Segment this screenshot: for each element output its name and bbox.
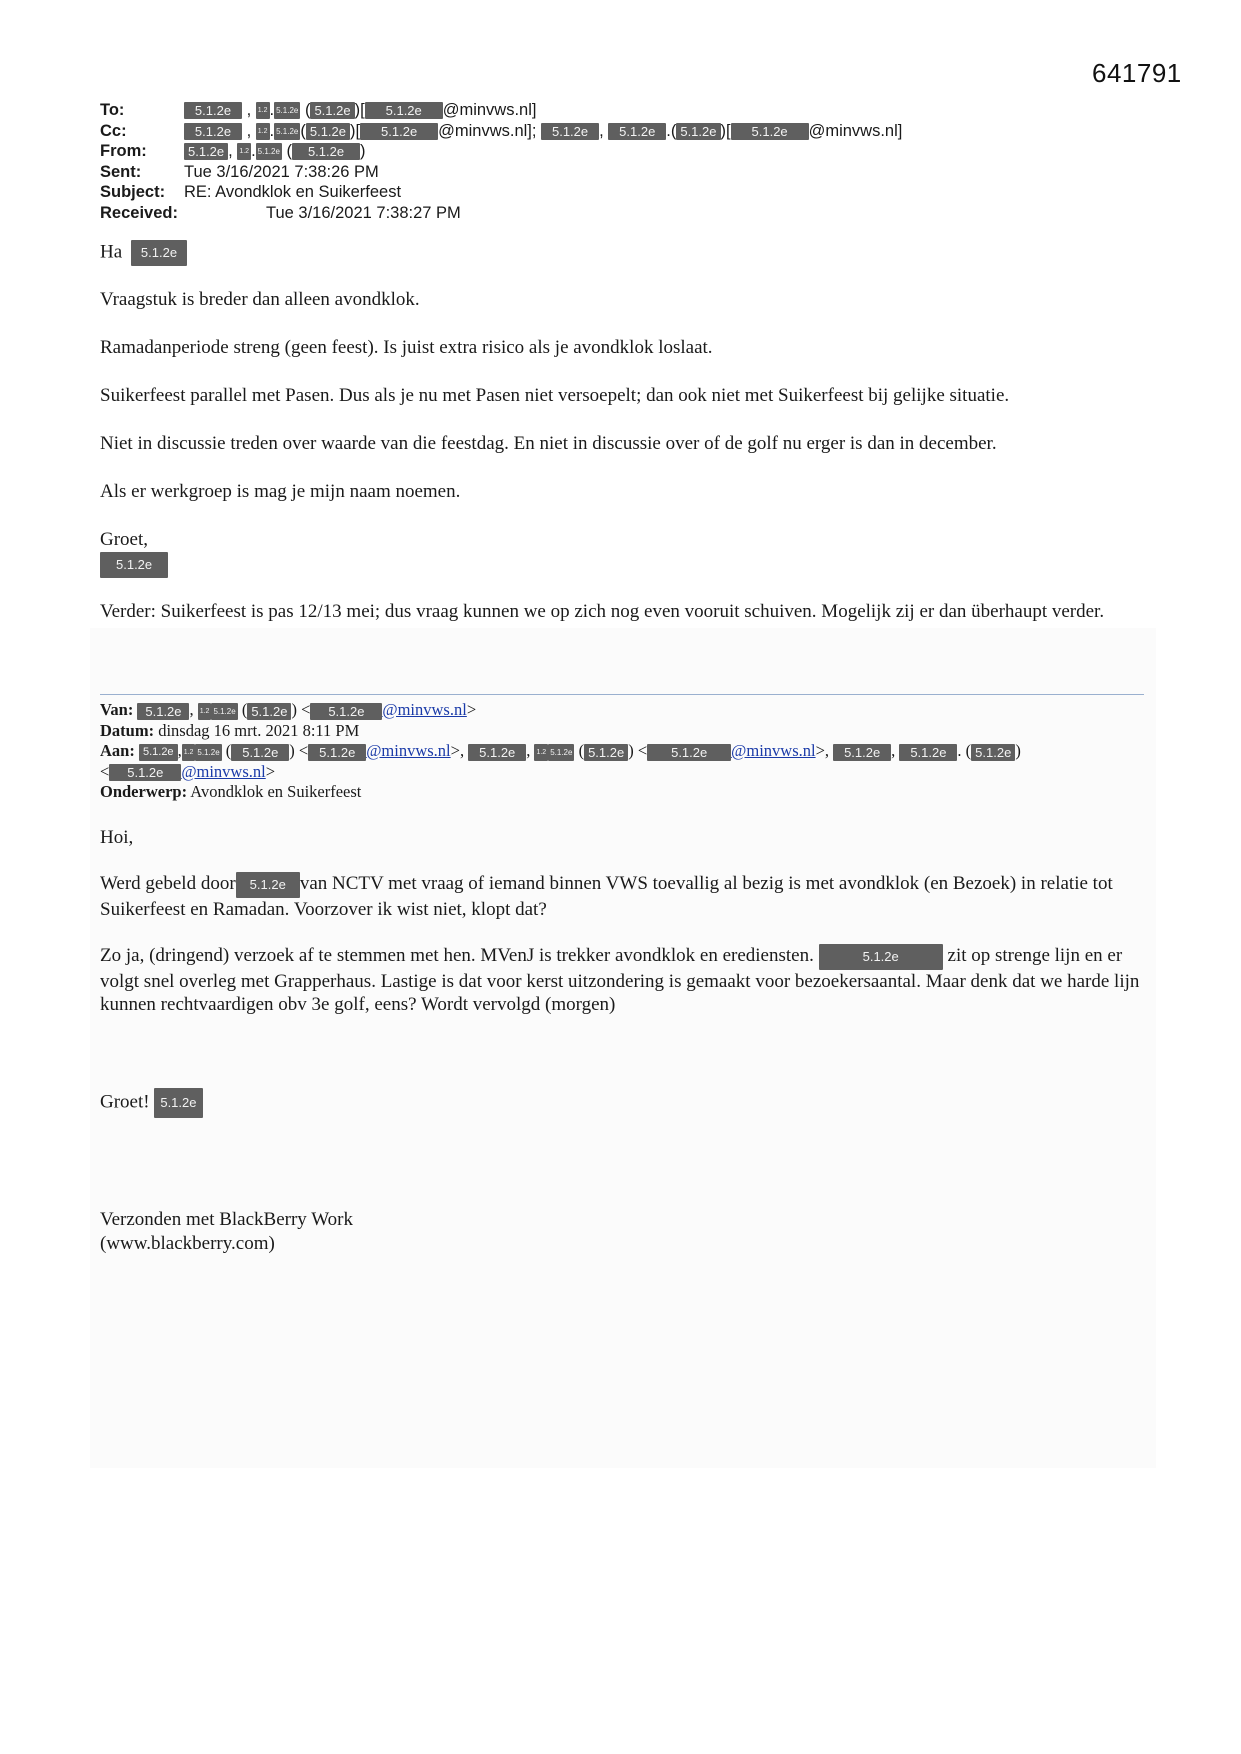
reply-paragraph: Als er werkgroep is mag je mijn naam noemen. <box>100 481 461 502</box>
redaction-box: 5.1.2e <box>310 703 382 720</box>
quoted-greeting: Hoi, <box>100 827 134 848</box>
redaction-box: 5.1.2e <box>584 744 628 761</box>
quoted-aan-row: Aan: 5.1.2e , 1.2 5.1.2e ( 5.1.2e ) < 5.1.2e @minvws.nl>, 5.1.2e , 1.2 5.1.2e ( 5.1.2e ) < 5.1.2e @minvws.nl>, 5.1.2e , 5.1.2e . ( 5.1.2e ) <box>100 741 1021 760</box>
redaction-box: 5.1.2e <box>819 944 943 970</box>
redaction-box: 5.1.2e <box>211 703 237 720</box>
redaction-box: 5.1.2e <box>365 102 443 119</box>
redaction-box: 5.1.2e <box>109 764 181 781</box>
quoted-header <box>100 700 1021 803</box>
header-received-row <box>100 203 902 224</box>
redaction-box: 5.1.2e <box>541 123 599 140</box>
email-link[interactable]: @minvws.nl <box>382 700 467 719</box>
redaction-box: 5.1.2e <box>256 143 282 160</box>
redaction-box: 5.1.2e <box>139 744 178 761</box>
blackberry-footer-line-2: (www.blackberry.com) <box>100 1233 275 1254</box>
redaction-box: 1.2 <box>198 703 212 720</box>
email-link[interactable]: @minvws.nl <box>366 741 451 760</box>
reply-paragraph: Ramadanperiode streng (geen feest). Is juist extra risico als je avondklok loslaat. <box>100 337 713 358</box>
redaction-box: 1.2 <box>534 744 548 761</box>
sent-value: Tue 3/16/2021 7:38:26 PM <box>184 162 379 181</box>
to-label: To: <box>100 101 125 119</box>
redaction-box: 5.1.2e <box>971 744 1015 761</box>
cc-label: Cc: <box>100 121 127 140</box>
redaction-box: 5.1.2e <box>247 703 291 720</box>
subject-label: Subject: <box>100 183 166 201</box>
redaction-box: 5.1.2e <box>184 102 242 119</box>
quoted-datum-row: Datum: dinsdag 16 mrt. 2021 8:11 PM <box>100 720 360 740</box>
reply-greeting: Ha 5.1.2e <box>100 240 1140 266</box>
redaction-box: 5.1.2e <box>731 123 809 140</box>
to-email-domain: @minvws.nl] <box>442 101 537 119</box>
reply-closing: Groet, <box>100 529 149 550</box>
quoted-aan-row-continued: < 5.1.2e @minvws.nl> <box>100 761 276 781</box>
quoted-closing: Groet! 5.1.2e <box>100 1088 1140 1118</box>
redaction-box: 5.1.2e <box>899 744 957 761</box>
redaction-box: 5.1.2e <box>647 744 731 761</box>
email-link[interactable]: @minvws.nl <box>181 761 266 781</box>
redaction-box: 5.1.2e <box>274 123 300 140</box>
redaction-box: 1.2 <box>237 143 251 160</box>
redaction-box: 1.2 <box>182 744 196 761</box>
redaction-box: 5.1.2e <box>310 102 354 119</box>
redaction-box: 5.1.2e <box>676 123 720 140</box>
header-from-row: From: 5.1.2e , 1.2 . 5.1.2e ( 5.1.2e ) <box>100 142 366 160</box>
reply-paragraph: Suikerfeest parallel met Pasen. Dus als je nu met Pasen niet versoepelt; dan ook niet met Suikerfeest bij gelijke situatie. <box>100 385 1010 406</box>
email-link[interactable]: @minvws.nl <box>731 741 816 760</box>
redaction-box: 5.1.2e <box>184 143 228 160</box>
received-label: Received: <box>100 203 178 222</box>
redaction-box: 5.1.2e <box>100 552 168 578</box>
redaction-box: 5.1.2e <box>137 703 189 720</box>
redaction-box: 5.1.2e <box>833 744 891 761</box>
redaction-box: 5.1.2e <box>608 123 666 140</box>
blackberry-footer-line-1: Verzonden met BlackBerry Work <box>100 1209 353 1230</box>
header-subject-row <box>100 182 902 203</box>
reply-paragraph: Vraagstuk is breder dan alleen avondklok. <box>100 289 420 310</box>
sent-label: Sent: <box>100 162 142 181</box>
redaction-box: 5.1.2e <box>236 872 300 898</box>
redaction-box: 5.1.2e <box>184 123 242 140</box>
email-header <box>100 100 902 223</box>
redaction-box: 5.1.2e <box>231 744 289 761</box>
document-number: 641791 <box>1092 58 1182 88</box>
redaction-box: 1.2 <box>256 123 270 140</box>
reply-paragraph: Niet in discussie treden over waarde van die feestdag. En niet in discussie over of de golf nu erger is dan in december. <box>100 433 997 454</box>
received-value: Tue 3/16/2021 7:38:27 PM <box>266 203 461 222</box>
redaction-box: 1.2 <box>256 102 270 119</box>
reply-signature <box>100 552 1140 578</box>
redaction-box: 5.1.2e <box>306 123 350 140</box>
redaction-box: 5.1.2e <box>131 240 187 266</box>
quoted-paragraph-2: Zo ja, (dringend) verzoek af te stemmen met hen. MVenJ is trekker avondklok en erediensten. 5.1.2e zit op strenge lijn en er volgt snel overleg met Grapperhaus. Lastige is dat voor kerst uitzondering is gemaakt voor bezoekersaantal. Maar denk dat we harde lijn kunnen rechtvaardigen obv 3e golf, eens? Wordt vervolgd (morgen) <box>100 945 1140 1015</box>
redaction-box: 5.1.2e <box>308 744 366 761</box>
redaction-box: 5.1.2e <box>548 744 574 761</box>
quoted-van-row: Van: 5.1.2e , 1.2 5.1.2e ( 5.1.2e ) < 5.1.2e @minvws.nl> <box>100 700 477 719</box>
redaction-box: 5.1.2e <box>154 1088 202 1118</box>
subject-value: RE: Avondklok en Suikerfeest <box>184 183 402 201</box>
header-to-row: To: 5.1.2e , 1.2 . 5.1.2e ( 5.1.2e )[ 5.1.2e @minvws.nl] <box>100 101 537 119</box>
quoted-paragraph-1: Werd gebeld door 5.1.2e van NCTV met vraag of iemand binnen VWS toevallig al bezig is met avondklok (en Bezoek) in relatie tot Suikerfeest en Ramadan. Voorzover ik wist niet, klopt dat? <box>100 873 1113 920</box>
redaction-box: 5.1.2e <box>195 744 221 761</box>
from-label: From: <box>100 142 147 160</box>
reply-postscript: Verder: Suikerfeest is pas 12/13 mei; dus vraag kunnen we op zich nog even vooruit schuiven. Mogelijk zij er dan überhaupt verder. <box>100 601 1105 622</box>
redaction-box: 5.1.2e <box>360 123 438 140</box>
quote-divider <box>100 694 1144 695</box>
redaction-box: 5.1.2e <box>292 143 360 160</box>
quoted-onderwerp-row: Onderwerp: Avondklok en Suikerfeest <box>100 782 362 801</box>
header-cc-row: Cc: 5.1.2e , 1.2 . 5.1.2e ( 5.1.2e )[ 5.1.2e @minvws.nl]; 5.1.2e , 5.1.2e .( 5.1.2e )[ 5.1.2e @minvws.nl] <box>100 121 903 140</box>
redaction-box: 5.1.2e <box>274 102 300 119</box>
header-sent-row <box>100 162 902 183</box>
redaction-box: 5.1.2e <box>468 744 526 761</box>
